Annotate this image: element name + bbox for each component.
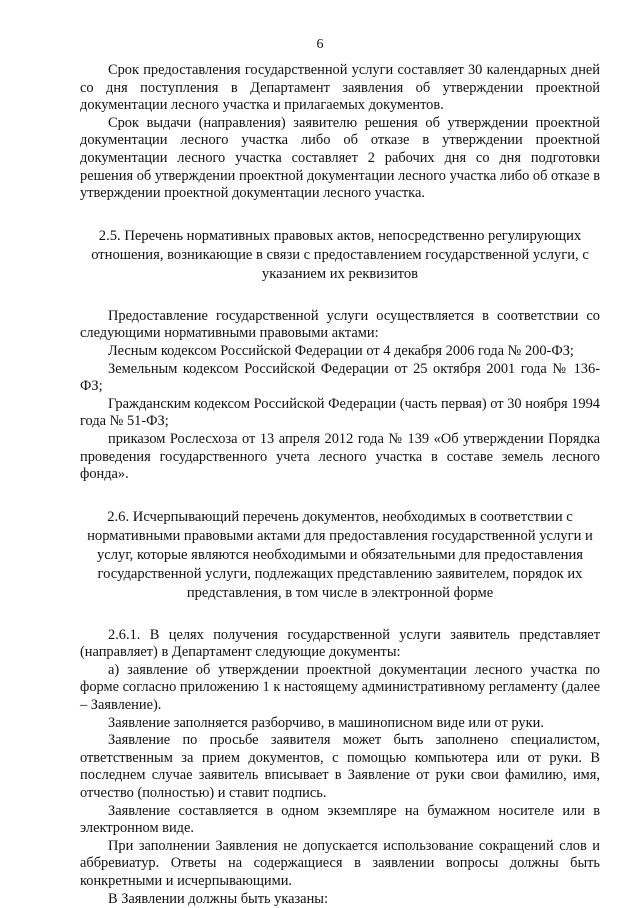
paragraph-rosleskhoz-order: приказом Рослесхоза от 13 апреля 2012 года № 139 «Об утверждении Порядка проведения государственного учета лесного участка в составе земель лесного фонда». [80,430,600,483]
paragraph-no-abbreviations: При заполнении Заявления не допускается использование сокращений слов и аббревиатур. Ответы на содержащиеся в заявлении вопросы должны быть конкретными и исчерпывающими. [80,837,600,889]
paragraph-service-term: Срок предоставления государственной услуги составляет 30 календарных дней со дня поступления в Департамент заявления об утверждении проектной документации лесного участка и прилагаемых документов. [80,62,600,114]
paragraph-application-contents: В Заявлении должны быть указаны: [108,890,328,907]
paragraph-land-code: Земельным кодексом Российской Федерации от 25 октября 2001 года № 136-ФЗ; [80,360,600,395]
page-number: 6 [316,37,324,52]
paragraph-forest-code: Лесным кодексом Российской Федерации от 4 декабря 2006 года № 200-ФЗ; [108,342,574,359]
paragraph-application-copies: Заявление составляется в одном экземпляре на бумажном носителе или в электронном виде. [80,802,600,837]
paragraph-civil-code: Гражданским кодексом Российской Федерации (часть первая) от 30 ноября 1994 года № 51-ФЗ; [80,395,600,430]
paragraph-application-item-a: а) заявление об утверждении проектной документации лесного участка по форме согласно приложению 1 к настоящему административному регламенту (далее – Заявление). [80,661,600,714]
document-body [80,62,600,908]
paragraph-legal-basis: Предоставление государственной услуги осуществляется в соответствии со следующими нормативными правовыми актами: [80,307,600,342]
paragraph-decision-term: Срок выдачи (направления) заявителю решения об утверждении проектной документации лесного участка либо об отказе в утверждении проектной документации лесного участка составляет 2 рабочих дня со дня подготовки решения об утверждении проектной документации лесного участка либо об отказе в утверждении проектной документации лесного участка. [80,114,600,202]
paragraph-application-filling: Заявление заполняется разборчиво, в машинописном виде или от руки. [108,714,544,731]
section-heading-2-5: 2.5. Перечень нормативных правовых актов, непосредственно регулирующих отношения, возникающие в связи с предоставлением государственной услуги, с указанием их реквизитов [91,227,589,282]
paragraph-2-6-1: 2.6.1. В целях получения государственной услуги заявитель представляет (направляет) в Департамент следующие документы: [80,626,600,661]
paragraph-application-specialist: Заявление по просьбе заявителя может быть заполнено специалистом, ответственным за прием документов, с помощью компьютера или от руки. В последнем случае заявитель вписывает в Заявление от руки свои фамилию, имя, отчество (полностью) и ставит подпись. [80,732,600,802]
section-heading-2-6: 2.6. Исчерпывающий перечень документов, необходимых в соответствии с нормативными правовыми актами для предоставления государственной услуги и услуг, которые являются необходимыми и обязательными для предоставления государственной услуги, подлежащих представлению заявителем, порядок их представления, в том числе в электронной форме [87,508,593,601]
